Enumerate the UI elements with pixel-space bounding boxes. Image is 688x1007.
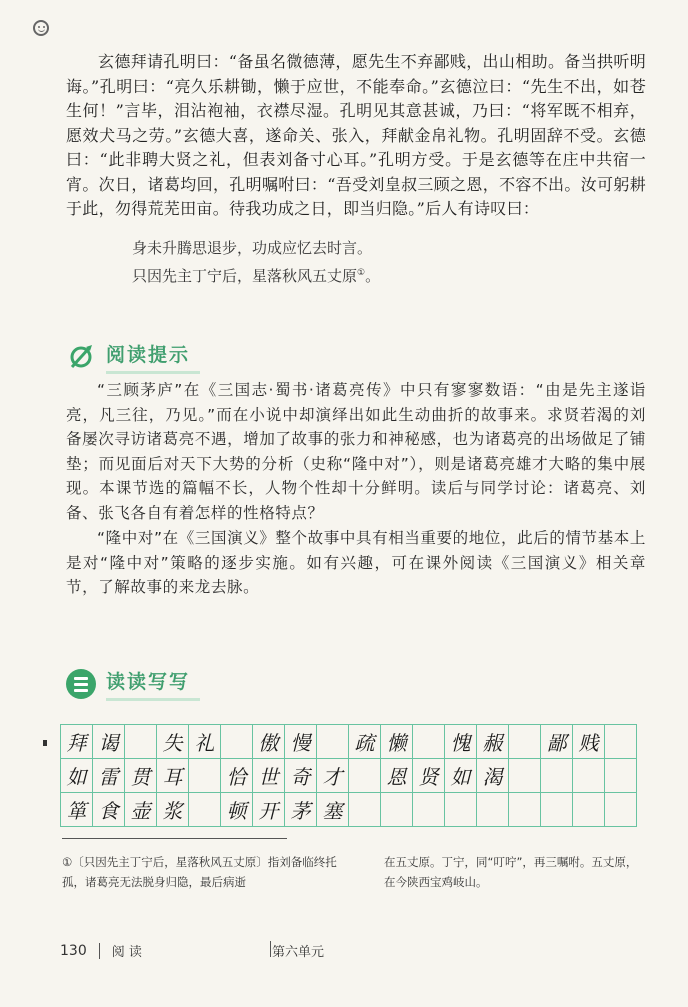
grid-cell bbox=[605, 725, 637, 759]
grid-cell bbox=[509, 725, 541, 759]
grid-cell bbox=[317, 725, 349, 759]
poem-line-2-text: 只因先主丁宁后，星落秋风五丈原 bbox=[132, 267, 358, 285]
grid-cell bbox=[541, 759, 573, 793]
grid-cell: 世 bbox=[253, 759, 285, 793]
poem-line-1: 身未升腾思退步，功成应忆去时言。 bbox=[132, 239, 373, 257]
grid-cell bbox=[605, 793, 637, 827]
reading-tip-paragraph-1: “三顾茅庐”在《三国志·蜀书·诸葛亮传》中只有寥寥数语：“由是先主遂诣亮，凡三往，乃见。”而在小说中却演绎出如此生动曲折的故事来。求贤若渴的刘备屡次寻访诸葛亮不遇，增加了故事的张力和神秘感，也为诸葛亮的出场做足了铺垫；而见面后对天下大势的分析（史称“隆中对”），则是诸葛亮雄才大略的集中展现。本课节选的篇幅不长，人物个性却十分鲜明。读后与同学讨论：诸葛亮、刘备、张飞各自有着怎样的性格特点？ bbox=[66, 381, 646, 522]
grid-cell: 开 bbox=[253, 793, 285, 827]
read-write-title: 读读写写 bbox=[106, 667, 200, 701]
grid-cell: 慢 bbox=[285, 725, 317, 759]
grid-cell bbox=[349, 793, 381, 827]
reading-tip-text bbox=[66, 378, 646, 601]
footnote-marker: ① bbox=[357, 268, 366, 278]
grid-cell bbox=[349, 759, 381, 793]
grid-cell: 恩 bbox=[381, 759, 413, 793]
grid-cell: 贱 bbox=[573, 725, 605, 759]
footnote-rule bbox=[62, 838, 287, 839]
grid-cell bbox=[381, 793, 413, 827]
reading-tip-paragraph-2: “隆中对”在《三国演义》整个故事中具有相当重要的地位，此后的情节基本上是对“隆中对”策略的逐步实施。如有兴趣，可在课外阅读《三国演义》相关章节，了解故事的来龙去脉。 bbox=[66, 529, 646, 596]
grid-cell: 如 bbox=[61, 759, 93, 793]
grid-cell: 塞 bbox=[317, 793, 349, 827]
poem bbox=[132, 236, 380, 289]
margin-mark bbox=[43, 740, 47, 746]
poem-line-2 bbox=[132, 261, 380, 289]
list-circle-icon bbox=[66, 669, 96, 699]
grid-cell bbox=[541, 793, 573, 827]
grid-cell: 礼 bbox=[189, 725, 221, 759]
grid-cell: 谒 bbox=[93, 725, 125, 759]
grid-cell bbox=[573, 759, 605, 793]
reading-tip-title: 阅读提示 bbox=[106, 340, 200, 374]
grid-cell: 箪 bbox=[61, 793, 93, 827]
grid-cell: 贯 bbox=[125, 759, 157, 793]
grid-cell: 茅 bbox=[285, 793, 317, 827]
grid-cell: 食 bbox=[93, 793, 125, 827]
grid-cell: 耳 bbox=[157, 759, 189, 793]
grid-cell bbox=[413, 725, 445, 759]
grid-cell: 鄙 bbox=[541, 725, 573, 759]
grid-cell: 拜 bbox=[61, 725, 93, 759]
grid-cell bbox=[605, 759, 637, 793]
grid-cell bbox=[477, 793, 509, 827]
grid-cell: 疏 bbox=[349, 725, 381, 759]
grid-cell: 愧 bbox=[445, 725, 477, 759]
poem-line-2-end: 。 bbox=[365, 267, 381, 285]
grid-cell: 浆 bbox=[157, 793, 189, 827]
page-footer bbox=[60, 941, 325, 960]
grid-cell: 恰 bbox=[221, 759, 253, 793]
grid-cell bbox=[189, 759, 221, 793]
grid-cell: 赧 bbox=[477, 725, 509, 759]
corner-face-icon bbox=[33, 20, 49, 36]
swirl-icon bbox=[66, 342, 96, 372]
grid-cell: 懒 bbox=[381, 725, 413, 759]
main-text bbox=[66, 50, 646, 222]
grid-cell: 如 bbox=[445, 759, 477, 793]
grid-cell bbox=[445, 793, 477, 827]
read-write-header bbox=[66, 667, 200, 701]
footer-section: 阅 读 bbox=[111, 945, 142, 960]
grid-cell bbox=[413, 793, 445, 827]
main-paragraph: 玄德拜请孔明曰：“备虽名微德薄，愿先生不弃鄙贱，出山相助。备当拱听明诲。”孔明曰：“亮久乐耕锄，懒于应世，不能奉命。”玄德泣曰：“先生不出，如苍生何！”言毕，泪沾袍袖，衣襟尽湿。孔明见其意甚诚，乃曰：“将军既不相弃，愿效犬马之劳。”玄德大喜，遂命关、张入，拜献金帛礼物。孔明固辞不受。玄德曰：“此非聘大贤之礼，但表刘备寸心耳。”孔明方受。于是玄德等在庄中共宿一宵。次日，诸葛均回，孔明嘱咐曰：“吾受刘皇叔三顾之恩，不容不出。汝可躬耕于此，勿得荒芜田亩。待我功成之日，即当归隐。”后人有诗叹曰： bbox=[66, 52, 646, 218]
footer-divider bbox=[99, 943, 100, 959]
grid-cell bbox=[573, 793, 605, 827]
grid-cell bbox=[221, 725, 253, 759]
footnote-right: 在五丈原。丁宁，同“叮咛”，再三嘱咐。五丈原，在今陕西宝鸡岐山。 bbox=[384, 855, 638, 889]
grid-cell: 奇 bbox=[285, 759, 317, 793]
footer-unit: 第六单元 bbox=[272, 945, 325, 960]
reading-tip-header bbox=[66, 340, 200, 374]
page-number: 130 bbox=[60, 942, 87, 959]
grid-cell: 渴 bbox=[477, 759, 509, 793]
grid-cell: 贤 bbox=[413, 759, 445, 793]
grid-cell: 傲 bbox=[253, 725, 285, 759]
grid-cell: 雷 bbox=[93, 759, 125, 793]
footer-divider-2 bbox=[270, 941, 271, 957]
grid-cell: 失 bbox=[157, 725, 189, 759]
vocabulary-grid bbox=[60, 724, 637, 827]
grid-cell bbox=[189, 793, 221, 827]
grid-cell bbox=[125, 725, 157, 759]
footnote-left: ①〔只因先主丁宁后，星落秋风五丈原〕指刘备临终托孤，诸葛亮无法脱身归隐，最后病逝 bbox=[62, 855, 337, 889]
grid-cell bbox=[509, 793, 541, 827]
grid-cell: 壶 bbox=[125, 793, 157, 827]
grid-cell: 才 bbox=[317, 759, 349, 793]
grid-cell: 顿 bbox=[221, 793, 253, 827]
grid-cell bbox=[509, 759, 541, 793]
